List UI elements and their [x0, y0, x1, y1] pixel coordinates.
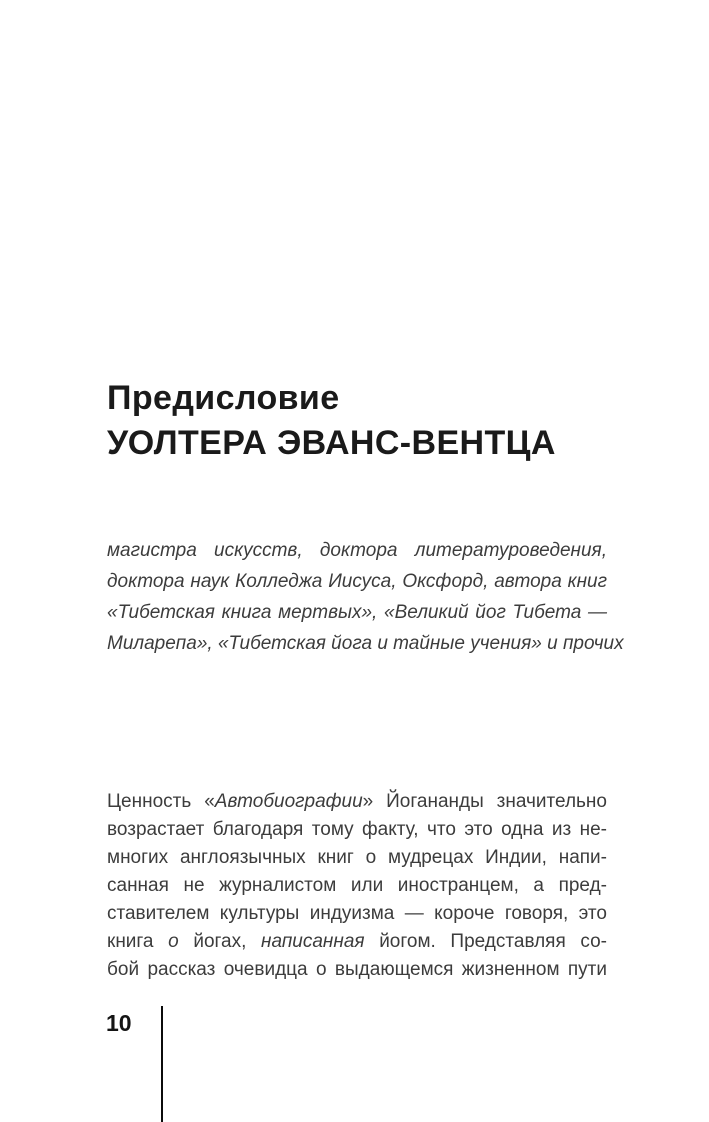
author-credentials-paragraph: [107, 535, 624, 659]
body-paragraph: [107, 788, 607, 984]
text-segment: йогах,: [178, 931, 262, 952]
text-segment: многих англоязычных книг о мудрецах Индии, напи-: [107, 847, 607, 868]
italic-text-segment: написанная: [261, 931, 365, 952]
text-line: [107, 928, 607, 956]
footer-vertical-rule: [161, 1006, 163, 1122]
text-line: [107, 628, 624, 659]
text-segment: возрастает благодаря тому факту, что это одна из не-: [107, 819, 607, 840]
text-segment: «Тибетская книга мертвых», «Великий йог Тибета —: [107, 602, 607, 623]
text-line: [107, 597, 607, 628]
text-line: [107, 872, 607, 900]
text-line: [107, 956, 607, 984]
italic-text-segment: о: [168, 931, 179, 952]
text-segment: бой рассказ очевидца о выдающемся жизненном пути: [107, 959, 607, 980]
text-segment: санная не журналистом или иностранцем, а пред-: [107, 875, 607, 896]
text-line: [107, 566, 607, 597]
chapter-title: [107, 376, 556, 466]
text-segment: » Йогананды значительно: [362, 791, 607, 812]
text-segment: доктора наук Колледжа Иисуса, Оксфорд, автора книг: [107, 571, 607, 592]
italic-text-segment: Автобиографии: [214, 791, 363, 812]
chapter-title-line-2: УОЛТЕРА ЭВАНС-ВЕНТЦА: [107, 424, 556, 462]
text-segment: йогом. Представляя со-: [364, 931, 607, 952]
text-segment: магистра искусств, доктора литературоведения,: [107, 540, 607, 561]
text-segment: Ценность «: [107, 791, 215, 812]
text-line: [107, 788, 607, 816]
chapter-title-line-1: Предисловие: [107, 379, 340, 417]
text-line: [107, 816, 607, 844]
text-segment: Миларепа», «Тибетская йога и тайные учения» и прочих: [107, 633, 624, 654]
text-line: [107, 900, 607, 928]
text-line: [107, 535, 607, 566]
text-segment: ставителем культуры индуизма — короче говоря, это: [107, 903, 607, 924]
text-line: [107, 844, 607, 872]
text-segment: книга: [107, 931, 169, 952]
page-number: 10: [106, 1010, 132, 1036]
